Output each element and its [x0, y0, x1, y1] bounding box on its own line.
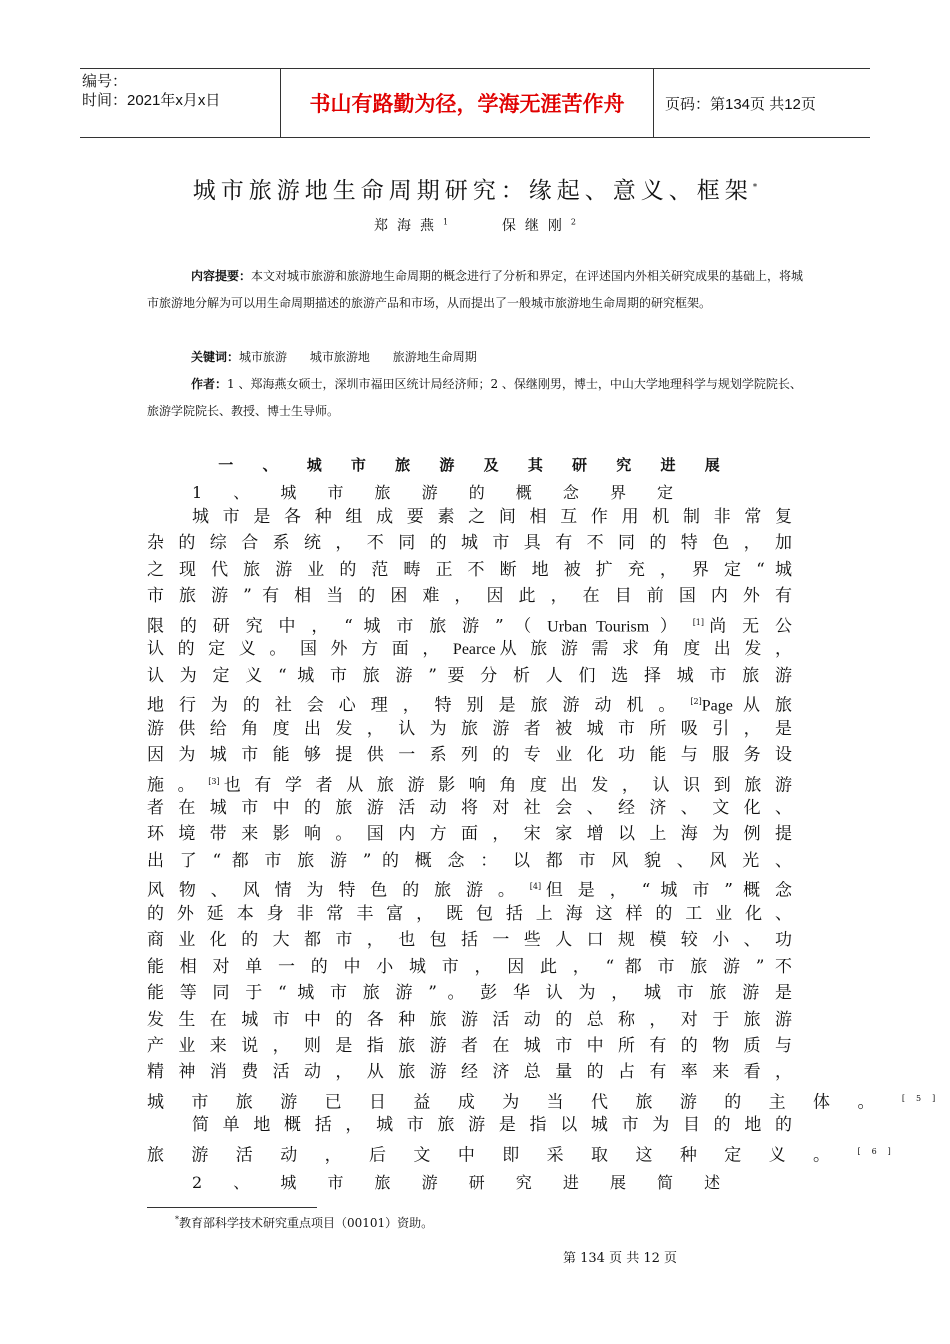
- title-text: 城市旅游地生命周期研究：缘起、意义、框架: [192, 178, 753, 204]
- line-text: 城 市 旅 游 已 日 益 成 为 当 代 旅 游 的 主 体 。: [147, 1092, 902, 1113]
- line-text: 能 相 对 单 一 的 中 小 城 市 ， 因 此 ， “ 都 市 旅 游 ” 不: [147, 956, 792, 977]
- line-text: 限 的 研 究 中 ， “ 城 市 旅 游 ” （: [147, 616, 548, 637]
- line-text: 环 境 带 来 影 响 。 国 内 方 面 ， 宋 家 增 以 上 海 为 例 提: [147, 824, 792, 845]
- header-left-cell: [82, 72, 220, 110]
- body-line: [147, 1086, 947, 1113]
- author-sup: 2: [570, 217, 576, 227]
- line-text: 商 业 化 的 大 都 市 ， 也 包 括 一 些 人 口 规 模 较 小 、 功: [147, 930, 792, 951]
- body-line: [147, 530, 792, 556]
- line-text: 简 单 地 概 括 ， 城 市 旅 游 是 指 以 城 市 为 目 的 地 的: [192, 1115, 792, 1136]
- body-line: [147, 1007, 792, 1033]
- abstract: [147, 263, 807, 317]
- page-footer: 第 134 页 共 12 页: [563, 1251, 678, 1266]
- line-text: 之 现 代 旅 游 业 的 范 畴 正 不 断 地 被 扩 充 ， 界 定 “ 城: [147, 559, 792, 580]
- paper-title: [0, 172, 950, 205]
- keywords-label: 关键词：: [191, 350, 240, 364]
- author-info: [147, 371, 807, 425]
- body-line: [147, 742, 792, 768]
- body-line: [147, 1059, 792, 1085]
- line-text: 游 供 给 角 度 出 发 ， 认 为 旅 游 者 被 城 市 所 吸 引 ， 是: [147, 718, 792, 739]
- latin-term: Pearce: [452, 641, 496, 659]
- body-line: [147, 689, 792, 715]
- section-heading: 一 、 城 市 旅 游 及 其 研 究 进 展: [218, 456, 732, 474]
- body-line: [147, 610, 792, 636]
- abstract-text: 本文对城市旅游和旅游地生命周期的概念进行了分析和界定，在评述国内外相关研究成果的基础上，将城市旅游地分解为可以用生命周期描述的旅游产品和市场，从而提出了一般城市旅游地生命周期的研究框架。: [147, 269, 804, 310]
- keywords-text: 城市旅游 城市旅游地 旅游地生命周期: [239, 350, 477, 364]
- subsection-heading: 2 、 城 市 旅 游 研 究 进 展 简 述: [192, 1173, 734, 1192]
- line-text: 认 的 定 义 。 国 外 方 面 ，: [147, 639, 453, 660]
- body-line: [147, 874, 792, 900]
- line-text: 但 是 ， “ 城 市 ” 概 念: [541, 880, 792, 901]
- keywords: [147, 344, 807, 371]
- number-label: 编号：: [82, 73, 128, 90]
- line-text: 从 旅: [732, 695, 792, 716]
- header-divider: [653, 69, 654, 137]
- subsection-heading: 1 、 城 市 旅 游 的 概 念 界 定: [192, 483, 687, 502]
- line-text: 发 生 在 城 市 中 的 各 种 旅 游 活 动 的 总 称 ， 对 于 旅 游: [147, 1009, 792, 1030]
- body-line: [147, 901, 792, 927]
- body-line: [147, 557, 792, 583]
- line-text: 精 神 消 费 活 动 ， 从 旅 游 经 济 总 量 的 占 有 率 来 看 ，: [147, 1062, 792, 1083]
- line-text: ）: [649, 616, 693, 637]
- body-line: [147, 954, 792, 980]
- abstract-label: 内容提要：: [191, 269, 252, 283]
- line-text: 风 物 、 风 情 为 特 色 的 旅 游 。: [147, 880, 530, 901]
- line-text: 施 。: [147, 775, 209, 796]
- header-table: [80, 68, 870, 138]
- line-text: 能 等 同 于 “ 城 市 旅 游 ” 。 彭 华 认 为 ， 城 市 旅 游 是: [147, 983, 792, 1004]
- author-name: 郑海燕: [374, 218, 443, 234]
- line-text: 城 市 是 各 种 组 成 要 素 之 间 相 互 作 用 机 制 非 常 复: [192, 507, 792, 527]
- line-text: 出 了 “ 都 市 旅 游 ” 的 概 念 ： 以 都 市 风 貌 、 风 光 、: [147, 850, 792, 871]
- title-footnote-mark: *: [752, 182, 758, 193]
- footnote-rule: [147, 1207, 317, 1208]
- citation-mark: [3]: [208, 776, 220, 786]
- body-line: [147, 1033, 792, 1059]
- date-label: 时间：2021年x月x日: [82, 92, 221, 109]
- citation-mark: [1]: [692, 617, 705, 627]
- line-text: 因 为 城 市 能 够 提 供 一 系 列 的 专 业 化 功 能 与 服 务 设: [147, 745, 792, 766]
- header-motto: 书山有路勤为径，学海无涯苦作舟: [309, 92, 625, 116]
- author-info-text: 1 、郑海燕女硕士，深圳市福田区统计局经济师；2 、保继刚男，博士，中山大学地理科学与规划学院院长、旅游学院院长、教授、博士生导师。: [147, 377, 802, 418]
- header-page-info: 页码：第134页 共12页: [665, 96, 816, 113]
- line-text: 杂 的 综 合 系 统 ， 不 同 的 城 市 具 有 不 同 的 特 色 ， 加: [147, 533, 792, 554]
- line-text: 旅 游 活 动 ， 后 文 中 即 采 取 这 种 定 义 。: [147, 1145, 858, 1166]
- line-text: 认 为 定 义 “ 城 市 旅 游 ” 要 分 析 人 们 选 择 城 市 旅 游: [147, 665, 792, 686]
- line-text: 地 行 为 的 社 会 心 理 ， 特 别 是 旅 游 动 机 。: [147, 695, 691, 716]
- author-line: [0, 215, 950, 235]
- body-line: [147, 1139, 902, 1166]
- citation-mark: [5]: [901, 1093, 947, 1103]
- line-text: 尚 无 公: [704, 616, 792, 637]
- body-line: [192, 504, 792, 530]
- body-line: [147, 583, 792, 609]
- footnote-text: 教育部科学技术研究重点项目（00101）资助。: [179, 1216, 434, 1230]
- body-line: [147, 980, 792, 1006]
- body-line: [147, 716, 792, 742]
- body-line: [147, 927, 792, 953]
- body-line: [147, 795, 792, 821]
- body-line: [192, 1112, 792, 1138]
- line-text: 市 旅 游 ” 有 相 当 的 困 难 ， 因 此 ， 在 目 前 国 内 外 有: [147, 586, 792, 607]
- author-name: 保继刚: [501, 218, 571, 234]
- body-line: [147, 663, 792, 689]
- body-line: [147, 636, 792, 662]
- line-text: 也 有 学 者 从 旅 游 影 响 角 度 出 发 ， 认 识 到 旅 游: [219, 775, 792, 796]
- footnote-mark: *: [175, 1215, 179, 1224]
- author-info-label: 作者：: [191, 377, 228, 391]
- latin-term: Page: [701, 697, 733, 715]
- author-sup: 1: [443, 217, 449, 227]
- line-text: 的 外 延 本 身 非 常 丰 富 ， 既 包 括 上 海 这 样 的 工 业 化 、: [147, 903, 792, 924]
- line-text: 产 业 来 说 ， 则 是 指 旅 游 者 在 城 市 中 所 有 的 物 质 与: [147, 1036, 792, 1056]
- latin-term: Urban Tourism: [547, 618, 650, 636]
- line-text: 从 旅 游 需 求 角 度 出 发 ，: [495, 639, 792, 660]
- citation-mark: [6]: [857, 1146, 902, 1156]
- citation-mark: [2]: [690, 697, 702, 707]
- body-line: [147, 769, 792, 795]
- body-line: [147, 821, 792, 847]
- citation-mark: [4]: [529, 882, 542, 892]
- body-line: [147, 848, 792, 874]
- line-text: 者 在 城 市 中 的 旅 游 活 动 将 对 社 会 、 经 济 、 文 化 、: [147, 797, 792, 818]
- footnote: [175, 1214, 433, 1231]
